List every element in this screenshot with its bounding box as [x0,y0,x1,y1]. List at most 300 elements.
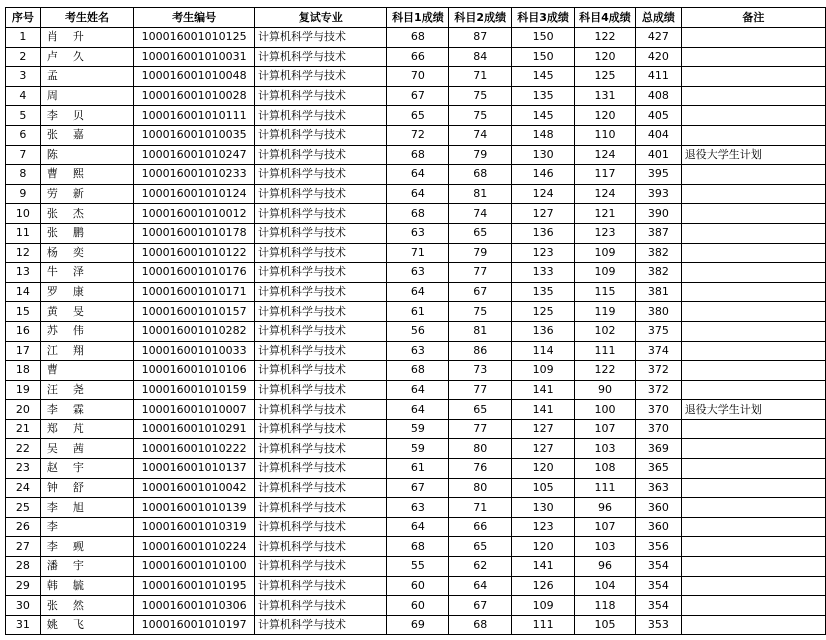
cell-name [40,478,133,498]
cell-major: 计算机科学与技术 [255,223,387,243]
cell-score4: 122 [575,28,636,48]
cell-name [40,557,133,577]
cell-id: 100016001010012 [134,204,255,224]
cell-no: 17 [6,341,41,361]
table-body [6,28,826,635]
table-row [6,302,826,322]
header-no: 序号 [6,8,41,28]
name-surname: 牛 [46,265,59,279]
cell-total: 390 [635,204,681,224]
cell-id: 100016001010233 [134,165,255,185]
cell-total: 411 [635,67,681,87]
score-table [5,7,826,635]
cell-major: 计算机科学与技术 [255,361,387,381]
table-row [6,478,826,498]
name-surname: 张 [46,226,59,240]
cell-name [40,321,133,341]
cell-no: 9 [6,184,41,204]
cell-id: 100016001010224 [134,537,255,557]
cell-score2: 75 [449,86,512,106]
cell-score2: 67 [449,596,512,616]
cell-note [681,439,825,459]
cell-score1: 70 [387,67,449,87]
cell-score4: 125 [575,67,636,87]
cell-note [681,459,825,479]
cell-major: 计算机科学与技术 [255,86,387,106]
cell-id: 100016001010159 [134,380,255,400]
cell-total: 387 [635,223,681,243]
name-surname: 江 [46,343,59,357]
cell-name [40,380,133,400]
cell-name [40,341,133,361]
cell-score2: 66 [449,517,512,537]
cell-score3: 136 [512,321,575,341]
cell-score1: 56 [387,321,449,341]
table-row [6,243,826,263]
cell-note [681,321,825,341]
table-row [6,184,826,204]
cell-total: 405 [635,106,681,126]
name-surname: 潘 [46,559,59,573]
cell-total: 354 [635,576,681,596]
table-row [6,341,826,361]
cell-no: 15 [6,302,41,322]
cell-score4: 109 [575,243,636,263]
cell-score3: 127 [512,439,575,459]
cell-score4: 122 [575,361,636,381]
cell-score4: 111 [575,341,636,361]
cell-note [681,596,825,616]
header-score3: 科目3成绩 [512,8,575,28]
table-row [6,165,826,185]
cell-score3: 135 [512,86,575,106]
cell-score3: 135 [512,282,575,302]
name-given: 旭 [72,500,85,514]
cell-id: 100016001010291 [134,419,255,439]
cell-note [681,125,825,145]
cell-major: 计算机科学与技术 [255,557,387,577]
name-surname: 李 [46,539,59,553]
cell-no: 28 [6,557,41,577]
name-surname: 劳 [46,187,59,201]
cell-score2: 68 [449,615,512,635]
table-row [6,125,826,145]
cell-name [40,282,133,302]
cell-name [40,419,133,439]
cell-id: 100016001010319 [134,517,255,537]
table-row [6,380,826,400]
cell-no: 12 [6,243,41,263]
cell-major: 计算机科学与技术 [255,302,387,322]
cell-score4: 120 [575,106,636,126]
cell-score2: 75 [449,302,512,322]
cell-total: 393 [635,184,681,204]
cell-id: 100016001010306 [134,596,255,616]
cell-score3: 141 [512,557,575,577]
name-surname: 卢 [46,49,59,63]
name-given: 泽 [72,265,85,279]
cell-score3: 141 [512,400,575,420]
cell-score1: 67 [387,478,449,498]
cell-id: 100016001010139 [134,498,255,518]
name-surname: 李 [46,402,59,416]
cell-major: 计算机科学与技术 [255,615,387,635]
cell-score3: 148 [512,125,575,145]
cell-score2: 68 [449,165,512,185]
name-surname: 肖 [46,30,59,44]
cell-id: 100016001010106 [134,361,255,381]
cell-id: 100016001010282 [134,321,255,341]
name-given: 久 [72,49,85,63]
cell-score1: 63 [387,223,449,243]
cell-score4: 123 [575,223,636,243]
cell-id: 100016001010197 [134,615,255,635]
cell-score4: 96 [575,557,636,577]
name-surname: 韩 [46,578,59,592]
cell-score2: 67 [449,282,512,302]
cell-score3: 145 [512,106,575,126]
cell-score3: 146 [512,165,575,185]
cell-score2: 71 [449,67,512,87]
cell-total: 354 [635,596,681,616]
table-row [6,576,826,596]
cell-score2: 79 [449,145,512,165]
cell-score3: 150 [512,28,575,48]
cell-score3: 123 [512,243,575,263]
name-surname: 李 [46,500,59,514]
cell-id: 100016001010035 [134,125,255,145]
name-given: 鹏 [72,226,85,240]
cell-total: 365 [635,459,681,479]
cell-score2: 80 [449,478,512,498]
cell-id: 100016001010176 [134,263,255,283]
cell-note [681,165,825,185]
cell-score3: 130 [512,145,575,165]
cell-id: 100016001010048 [134,67,255,87]
table-header [6,8,826,28]
cell-name [40,145,133,165]
cell-note [681,263,825,283]
name-surname: 黄 [46,304,59,318]
cell-score3: 125 [512,302,575,322]
cell-id: 100016001010122 [134,243,255,263]
cell-major: 计算机科学与技术 [255,576,387,596]
cell-score3: 109 [512,361,575,381]
cell-note [681,28,825,48]
cell-no: 31 [6,615,41,635]
table-row [6,615,826,635]
cell-score1: 64 [387,517,449,537]
cell-score1: 68 [387,361,449,381]
cell-score4: 119 [575,302,636,322]
table-row [6,596,826,616]
cell-name [40,28,133,48]
cell-no: 24 [6,478,41,498]
name-given: 康 [72,285,85,299]
cell-name [40,361,133,381]
cell-id: 100016001010007 [134,400,255,420]
header-score1: 科目1成绩 [387,8,449,28]
name-surname: 姚 [46,618,59,632]
name-given: 霖 [72,402,85,416]
cell-total: 380 [635,302,681,322]
cell-score4: 107 [575,517,636,537]
table-row [6,439,826,459]
name-given: 舒 [72,480,85,494]
cell-score1: 64 [387,400,449,420]
header-score4: 科目4成绩 [575,8,636,28]
cell-name [40,204,133,224]
name-surname: 陈 [46,147,59,161]
cell-major: 计算机科学与技术 [255,380,387,400]
cell-total: 360 [635,498,681,518]
cell-score4: 104 [575,576,636,596]
cell-no: 8 [6,165,41,185]
cell-score2: 81 [449,184,512,204]
cell-total: 360 [635,517,681,537]
cell-name [40,439,133,459]
cell-score3: 141 [512,380,575,400]
cell-score4: 90 [575,380,636,400]
cell-no: 21 [6,419,41,439]
cell-no: 16 [6,321,41,341]
name-given: 茜 [72,441,85,455]
name-surname: 罗 [46,285,59,299]
cell-score2: 80 [449,439,512,459]
cell-note [681,498,825,518]
cell-score2: 86 [449,341,512,361]
cell-name [40,400,133,420]
table-row [6,28,826,48]
table-row [6,517,826,537]
cell-score3: 145 [512,67,575,87]
cell-score4: 105 [575,615,636,635]
cell-note [681,615,825,635]
cell-major: 计算机科学与技术 [255,125,387,145]
cell-major: 计算机科学与技术 [255,184,387,204]
cell-no: 2 [6,47,41,67]
name-given: 芃 [72,422,85,436]
cell-score2: 74 [449,204,512,224]
table-row [6,204,826,224]
cell-name [40,596,133,616]
cell-total: 369 [635,439,681,459]
cell-score1: 65 [387,106,449,126]
cell-major: 计算机科学与技术 [255,321,387,341]
cell-no: 11 [6,223,41,243]
header-row [6,8,826,28]
cell-score3: 130 [512,498,575,518]
cell-id: 100016001010100 [134,557,255,577]
cell-score1: 68 [387,28,449,48]
cell-score1: 66 [387,47,449,67]
cell-score4: 121 [575,204,636,224]
cell-score2: 64 [449,576,512,596]
cell-score4: 102 [575,321,636,341]
cell-note [681,67,825,87]
cell-id: 100016001010033 [134,341,255,361]
cell-score1: 72 [387,125,449,145]
cell-score1: 64 [387,165,449,185]
cell-total: 370 [635,419,681,439]
cell-id: 100016001010247 [134,145,255,165]
table-row [6,321,826,341]
cell-score4: 103 [575,537,636,557]
cell-name [40,86,133,106]
cell-major: 计算机科学与技术 [255,67,387,87]
cell-total: 372 [635,361,681,381]
name-surname: 张 [46,206,59,220]
cell-score1: 59 [387,439,449,459]
cell-no: 3 [6,67,41,87]
cell-score3: 133 [512,263,575,283]
cell-score3: 105 [512,478,575,498]
cell-id: 100016001010178 [134,223,255,243]
cell-major: 计算机科学与技术 [255,106,387,126]
cell-total: 374 [635,341,681,361]
cell-score2: 62 [449,557,512,577]
cell-score4: 110 [575,125,636,145]
cell-no: 10 [6,204,41,224]
cell-no: 18 [6,361,41,381]
cell-score3: 127 [512,419,575,439]
name-given: 杰 [72,206,85,220]
name-surname: 李 [46,520,59,534]
cell-id: 100016001010137 [134,459,255,479]
name-given: 然 [72,598,85,612]
cell-score4: 124 [575,145,636,165]
cell-note [681,341,825,361]
cell-score2: 73 [449,361,512,381]
cell-score4: 100 [575,400,636,420]
name-given: 奕 [72,245,85,259]
cell-major: 计算机科学与技术 [255,498,387,518]
cell-no: 13 [6,263,41,283]
cell-score3: 120 [512,537,575,557]
header-name: 考生姓名 [40,8,133,28]
cell-no: 20 [6,400,41,420]
cell-major: 计算机科学与技术 [255,459,387,479]
cell-score3: 114 [512,341,575,361]
name-given: 升 [72,30,85,44]
cell-major: 计算机科学与技术 [255,204,387,224]
cell-score1: 67 [387,86,449,106]
cell-major: 计算机科学与技术 [255,400,387,420]
cell-major: 计算机科学与技术 [255,341,387,361]
name-surname: 曹 [46,363,59,377]
cell-score4: 115 [575,282,636,302]
name-surname: 曹 [46,167,59,181]
cell-score3: 124 [512,184,575,204]
name-given: 觋 [72,539,85,553]
name-surname: 李 [46,108,59,122]
cell-name [40,498,133,518]
table-row [6,459,826,479]
score-sheet [5,7,826,635]
cell-no: 19 [6,380,41,400]
cell-score3: 126 [512,576,575,596]
cell-note [681,557,825,577]
cell-score4: 103 [575,439,636,459]
name-given: 熙 [72,167,85,181]
cell-score3: 120 [512,459,575,479]
cell-note: 退役大学生计划 [681,400,825,420]
cell-name [40,615,133,635]
cell-no: 29 [6,576,41,596]
cell-no: 30 [6,596,41,616]
cell-total: 354 [635,557,681,577]
cell-score2: 65 [449,537,512,557]
cell-score2: 77 [449,263,512,283]
name-surname: 赵 [46,461,59,475]
cell-no: 5 [6,106,41,126]
name-given: 贝 [72,108,85,122]
cell-score4: 111 [575,478,636,498]
name-surname: 张 [46,128,59,142]
cell-major: 计算机科学与技术 [255,537,387,557]
cell-note [681,380,825,400]
cell-score1: 63 [387,341,449,361]
table-row [6,263,826,283]
cell-score3: 109 [512,596,575,616]
table-row [6,282,826,302]
cell-name [40,302,133,322]
cell-name [40,243,133,263]
cell-score3: 123 [512,517,575,537]
cell-id: 100016001010222 [134,439,255,459]
cell-no: 22 [6,439,41,459]
cell-total: 372 [635,380,681,400]
cell-major: 计算机科学与技术 [255,47,387,67]
cell-name [40,459,133,479]
header-score2: 科目2成绩 [449,8,512,28]
name-given: 宇 [72,559,85,573]
cell-id: 100016001010157 [134,302,255,322]
cell-id: 100016001010028 [134,86,255,106]
cell-total: 420 [635,47,681,67]
cell-score3: 136 [512,223,575,243]
cell-major: 计算机科学与技术 [255,282,387,302]
name-surname: 吴 [46,441,59,455]
cell-id: 100016001010124 [134,184,255,204]
cell-score1: 63 [387,498,449,518]
cell-note [681,86,825,106]
table-row [6,557,826,577]
cell-score2: 79 [449,243,512,263]
name-given: 飞 [72,618,85,632]
cell-name [40,576,133,596]
cell-score1: 63 [387,263,449,283]
name-given: 伟 [72,324,85,338]
name-surname: 孟 [46,69,59,83]
cell-total: 381 [635,282,681,302]
cell-note [681,47,825,67]
cell-score1: 61 [387,459,449,479]
cell-score4: 118 [575,596,636,616]
cell-note [681,106,825,126]
cell-no: 6 [6,125,41,145]
cell-total: 382 [635,243,681,263]
cell-name [40,165,133,185]
cell-score1: 71 [387,243,449,263]
cell-score2: 87 [449,28,512,48]
table-row [6,47,826,67]
cell-note [681,184,825,204]
name-given: 嘉 [72,128,85,142]
table-row [6,145,826,165]
table-row [6,67,826,87]
cell-no: 23 [6,459,41,479]
